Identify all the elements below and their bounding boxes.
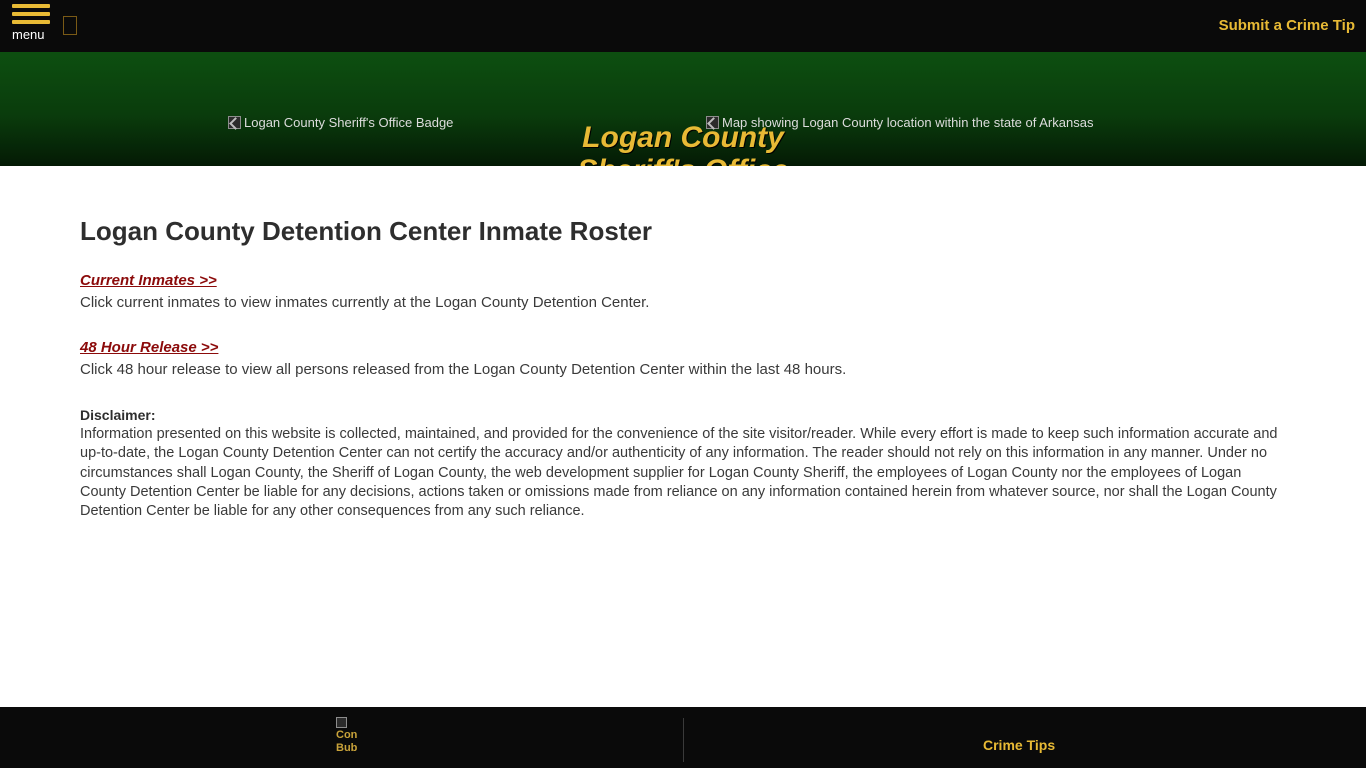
hamburger-icon[interactable] — [12, 4, 50, 24]
broken-image-icon — [228, 116, 241, 129]
hamburger-bar — [12, 4, 50, 8]
broken-image-icon — [706, 116, 719, 129]
site-footer — [0, 707, 1366, 768]
footer-logo-alt-text: Con Bub — [336, 729, 358, 754]
current-inmates-description: Click current inmates to view inmates currently at the Logan County Detention Center. — [80, 294, 650, 311]
footer-divider — [683, 718, 684, 762]
current-inmates-link[interactable]: Current Inmates >> — [80, 272, 217, 289]
hamburger-bar — [12, 20, 50, 24]
county-map-alt-text: Map showing Logan County location within the state of Arkansas — [722, 115, 1094, 130]
48-hour-release-link[interactable]: 48 Hour Release >> — [80, 339, 219, 356]
menu-toggle-label: menu — [12, 27, 45, 42]
main-content — [0, 166, 1366, 707]
submit-crime-tip-link[interactable]: Submit a Crime Tip — [1218, 17, 1355, 34]
county-map-image-placeholder — [706, 114, 1093, 130]
broken-image-icon — [336, 717, 347, 728]
site-title-line-1: Logan County — [582, 121, 784, 154]
footer-crime-tips-link[interactable]: Crime Tips — [983, 737, 1056, 753]
sheriff-badge-alt-text: Logan County Sheriff's Office Badge — [244, 115, 454, 130]
hamburger-bar — [12, 12, 50, 16]
menu-toggle-button[interactable] — [8, 4, 52, 41]
broken-image-icon — [63, 16, 77, 35]
disclaimer-text: Information presented on this website is collected, maintained, and provided for the convenience of the site visitor/reader. While every effort is made to keep such information accurate and up-to-date, the Logan County Detention Center can not certify the accuracy and/or authenticity of any information. The reader should not rely on this information in any manner. Under no circumstances shall Logan County, the Sheriff of Logan County, the web development supplier for Logan County Sheriff, the employees of Logan County nor the employees of Logan County Detention Center be liable for any decisions, actions taken or omissions made from reliance on any information contained herein from whatever source, nor shall the Logan County Detention Center be liable for any other consequences from any such reliance. — [80, 426, 1278, 520]
footer-logo-image-placeholder — [336, 717, 366, 755]
site-header — [0, 52, 1366, 166]
page-title: Logan County Detention Center Inmate Roster — [80, 216, 653, 246]
disclaimer-heading: Disclaimer: — [80, 407, 156, 423]
top-navigation-bar — [0, 0, 1366, 52]
sheriff-badge-image-placeholder — [228, 114, 453, 130]
48-hour-release-description: Click 48 hour release to view all persons released from the Logan County Detention Center within the last 48 hours. — [80, 361, 847, 378]
